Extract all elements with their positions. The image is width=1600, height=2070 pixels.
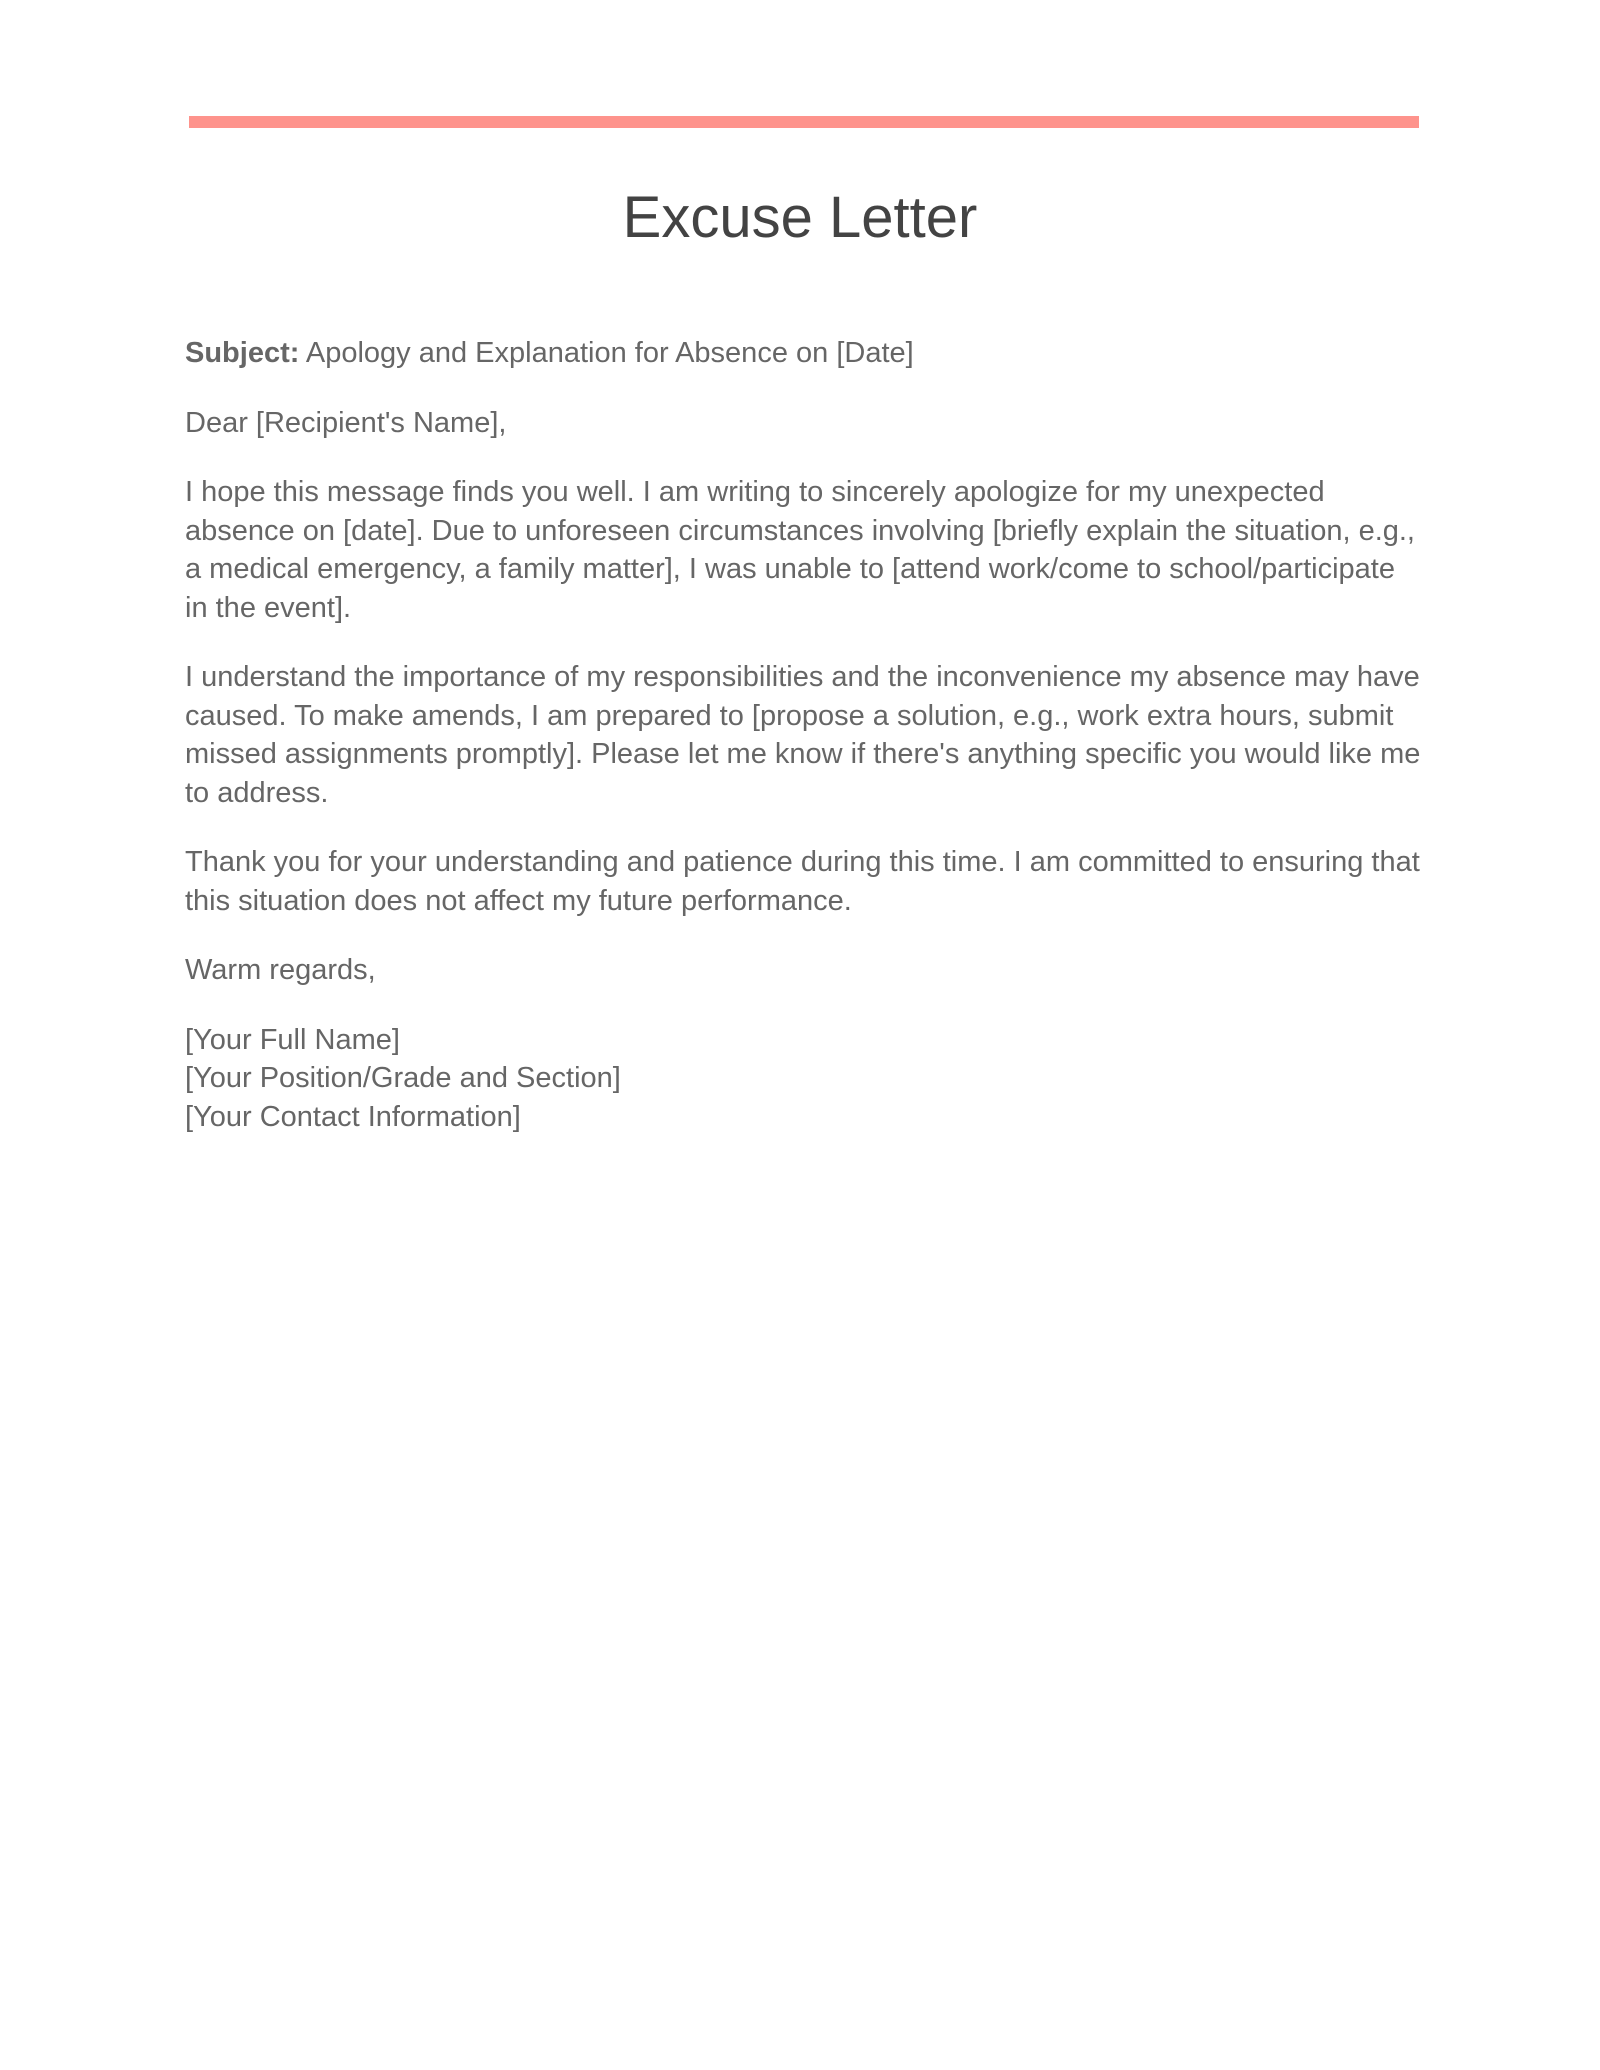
signature-block bbox=[185, 1021, 1425, 1137]
subject-line bbox=[185, 334, 1425, 373]
salutation: Dear [Recipient's Name], bbox=[185, 406, 507, 439]
subject-text: Apology and Explanation for Absence on [Date] bbox=[305, 337, 914, 369]
page-title: Excuse Letter bbox=[622, 185, 978, 250]
body-paragraph-2: I understand the importance of my responsibilities and the inconvenience my absence may have caused. To make amends, I am prepared to [propose a solution, e.g., work extra hours, submit missed assignments promptly]. Please let me know if there's anything specific you would like me to address. bbox=[185, 661, 1421, 809]
signature-position: [Your Position/Grade and Section] bbox=[185, 1062, 621, 1094]
closing: Warm regards, bbox=[185, 954, 376, 986]
signature-contact: [Your Contact Information] bbox=[185, 1100, 521, 1133]
body-paragraph-1: I hope this message finds you well. I am writing to sincerely apologize for my unexpected absence on [date]. Due to unforeseen circumstances involving [briefly explain the situation, e.g., a medical emergency, a family matter], I was unable to [attend work/come to school/participate in the event]. bbox=[185, 476, 1415, 624]
header-accent-bar bbox=[189, 116, 1419, 128]
signature-name: [Your Full Name] bbox=[185, 1023, 400, 1056]
body-paragraph-3: Thank you for your understanding and patience during this time. I am committed to ensuring that this situation does not affect my future performance. bbox=[185, 846, 1420, 917]
letter-body bbox=[185, 334, 1425, 1167]
subject-label: Subject: bbox=[185, 337, 300, 369]
